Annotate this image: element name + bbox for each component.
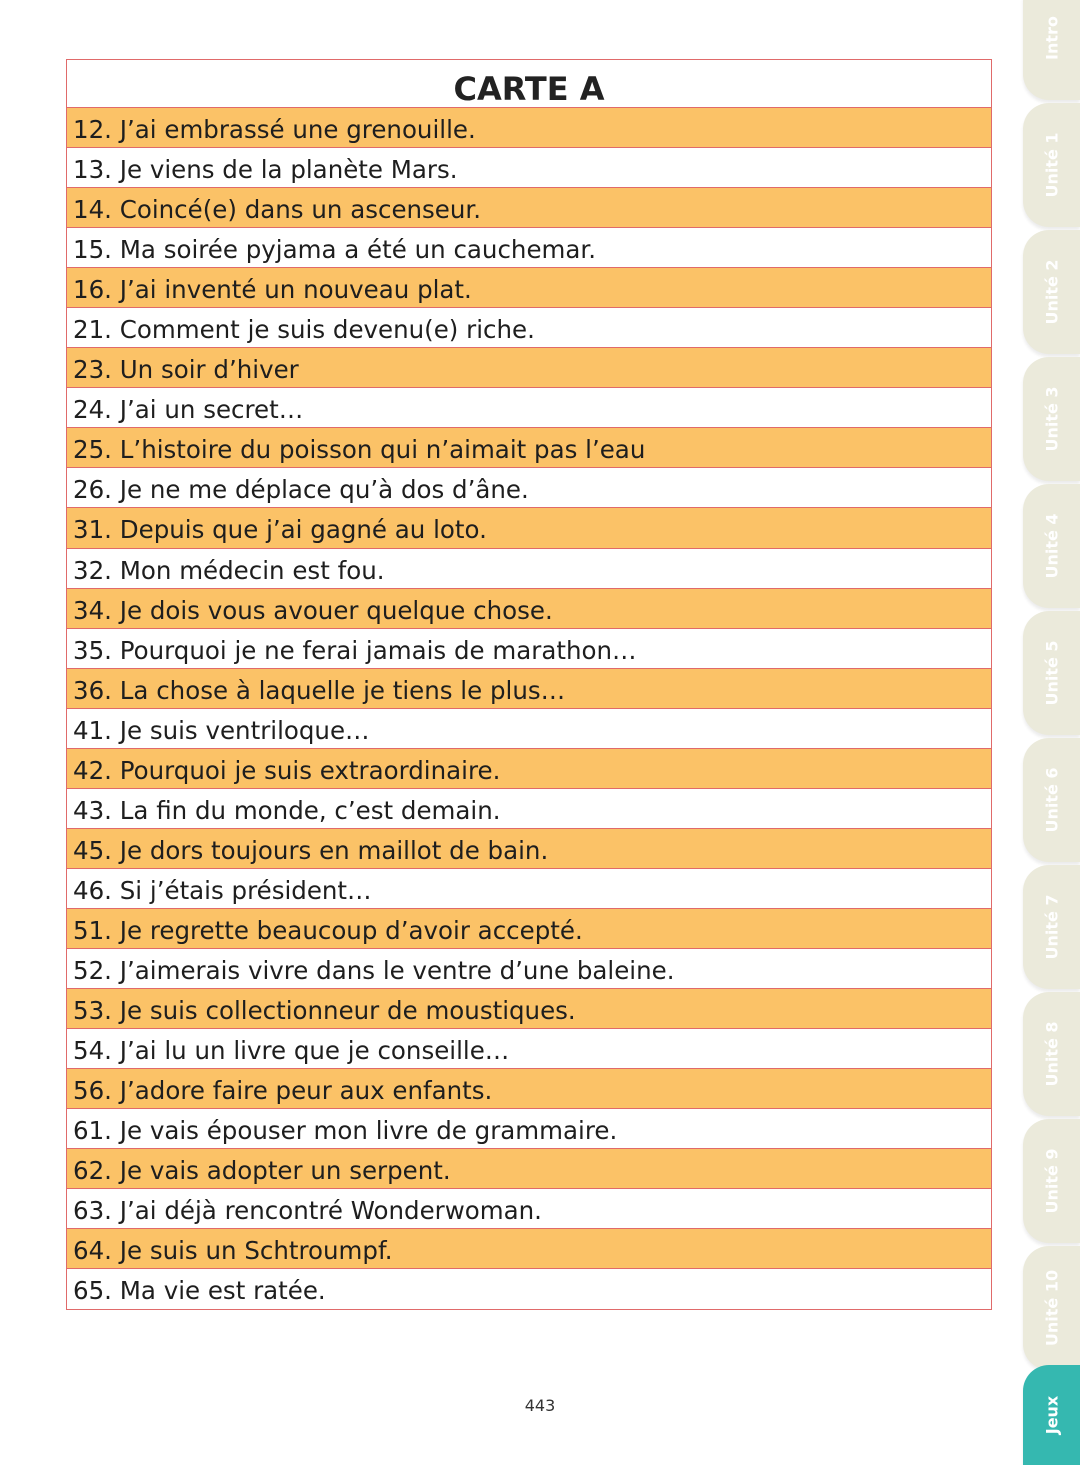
table-row: 65. Ma vie est ratée.	[73, 1276, 326, 1306]
table-row: 51. Je regrette beaucoup d’avoir accepté.	[67, 909, 991, 949]
table-row: 25. L’histoire du poisson qui n’aimait pas l’eau	[67, 428, 991, 468]
tab-unite-2[interactable]	[1023, 230, 1080, 354]
tab-unite-5[interactable]	[1023, 611, 1080, 735]
tab-label: Unité 2	[1042, 259, 1061, 325]
tab-unite-4[interactable]	[1023, 484, 1080, 608]
table-row: 64. Je suis un Schtroumpf.	[67, 1229, 991, 1269]
tab-label: Unité 5	[1042, 640, 1061, 706]
table-row: 21. Comment je suis devenu(e) riche.	[67, 308, 991, 348]
tab-label: Unité 4	[1042, 513, 1061, 579]
card-table	[66, 59, 992, 1310]
table-row: 14. Coincé(e) dans un ascenseur.	[67, 188, 991, 228]
table-row: 24. J’ai un secret…	[67, 388, 991, 428]
table-row: 52. J’aimerais vivre dans le ventre d’une baleine.	[67, 949, 991, 989]
tab-label: Intro	[1042, 16, 1061, 60]
table-row: 63. J’ai déjà rencontré Wonderwoman.	[67, 1189, 991, 1229]
table-row: 34. Je dois vous avouer quelque chose.	[67, 589, 991, 629]
tab-unite-1[interactable]	[1023, 103, 1080, 227]
tab-label: Unité 1	[1042, 132, 1061, 198]
tab-label: Unité 9	[1042, 1148, 1061, 1214]
tab-unite-7[interactable]	[1023, 865, 1080, 989]
table-row: 62. Je vais adopter un serpent.	[67, 1149, 991, 1189]
table-row: 15. Ma soirée pyjama a été un cauchemar.	[67, 228, 991, 268]
table-row: 46. Si j’étais président…	[67, 869, 991, 909]
chapter-tabs	[1022, 0, 1080, 1465]
tab-unite-3[interactable]	[1023, 357, 1080, 481]
table-row: 31. Depuis que j’ai gagné au loto.	[67, 508, 991, 548]
table-row: 36. La chose à laquelle je tiens le plus…	[67, 669, 991, 709]
card-title: CARTE A	[67, 60, 991, 108]
table-row: 23. Un soir d’hiver	[67, 348, 991, 388]
table-row: 32. Mon médecin est fou.	[67, 549, 991, 589]
table-row: 35. Pourquoi je ne ferai jamais de marathon…	[67, 629, 991, 669]
table-row: 12. J’ai embrassé une grenouille.	[67, 108, 991, 148]
tab-unite-10[interactable]	[1023, 1246, 1080, 1370]
table-row: 54. J’ai lu un livre que je conseille…	[67, 1029, 991, 1069]
table-row: 26. Je ne me déplace qu’à dos d’âne.	[67, 468, 991, 508]
tab-label: Unité 10	[1042, 1269, 1061, 1347]
table-row: 41. Je suis ventriloque…	[67, 709, 991, 749]
tab-label: Jeux	[1042, 1395, 1061, 1435]
table-row: 16. J’ai inventé un nouveau plat.	[67, 268, 991, 308]
tab-intro[interactable]	[1023, 0, 1080, 100]
table-row: 13. Je viens de la planète Mars.	[67, 148, 991, 188]
table-row: 42. Pourquoi je suis extraordinaire.	[67, 749, 991, 789]
tab-unite-9[interactable]	[1023, 1119, 1080, 1243]
tab-unite-6[interactable]	[1023, 738, 1080, 862]
table-row: 45. Je dors toujours en maillot de bain.	[67, 829, 991, 869]
table-row: 53. Je suis collectionneur de moustiques.	[67, 989, 991, 1029]
table-row: 56. J’adore faire peur aux enfants.	[67, 1069, 991, 1109]
tab-label: Unité 7	[1042, 894, 1061, 960]
table-row: 43. La fin du monde, c’est demain.	[67, 789, 991, 829]
page-number: 443	[524, 1396, 556, 1415]
tab-label: Unité 3	[1042, 386, 1061, 452]
tab-label: Unité 6	[1042, 767, 1061, 833]
tab-unite-8[interactable]	[1023, 992, 1080, 1116]
tab-jeux[interactable]	[1023, 1365, 1080, 1465]
tab-label: Unité 8	[1042, 1021, 1061, 1087]
table-row: 61. Je vais épouser mon livre de grammaire.	[67, 1109, 991, 1149]
